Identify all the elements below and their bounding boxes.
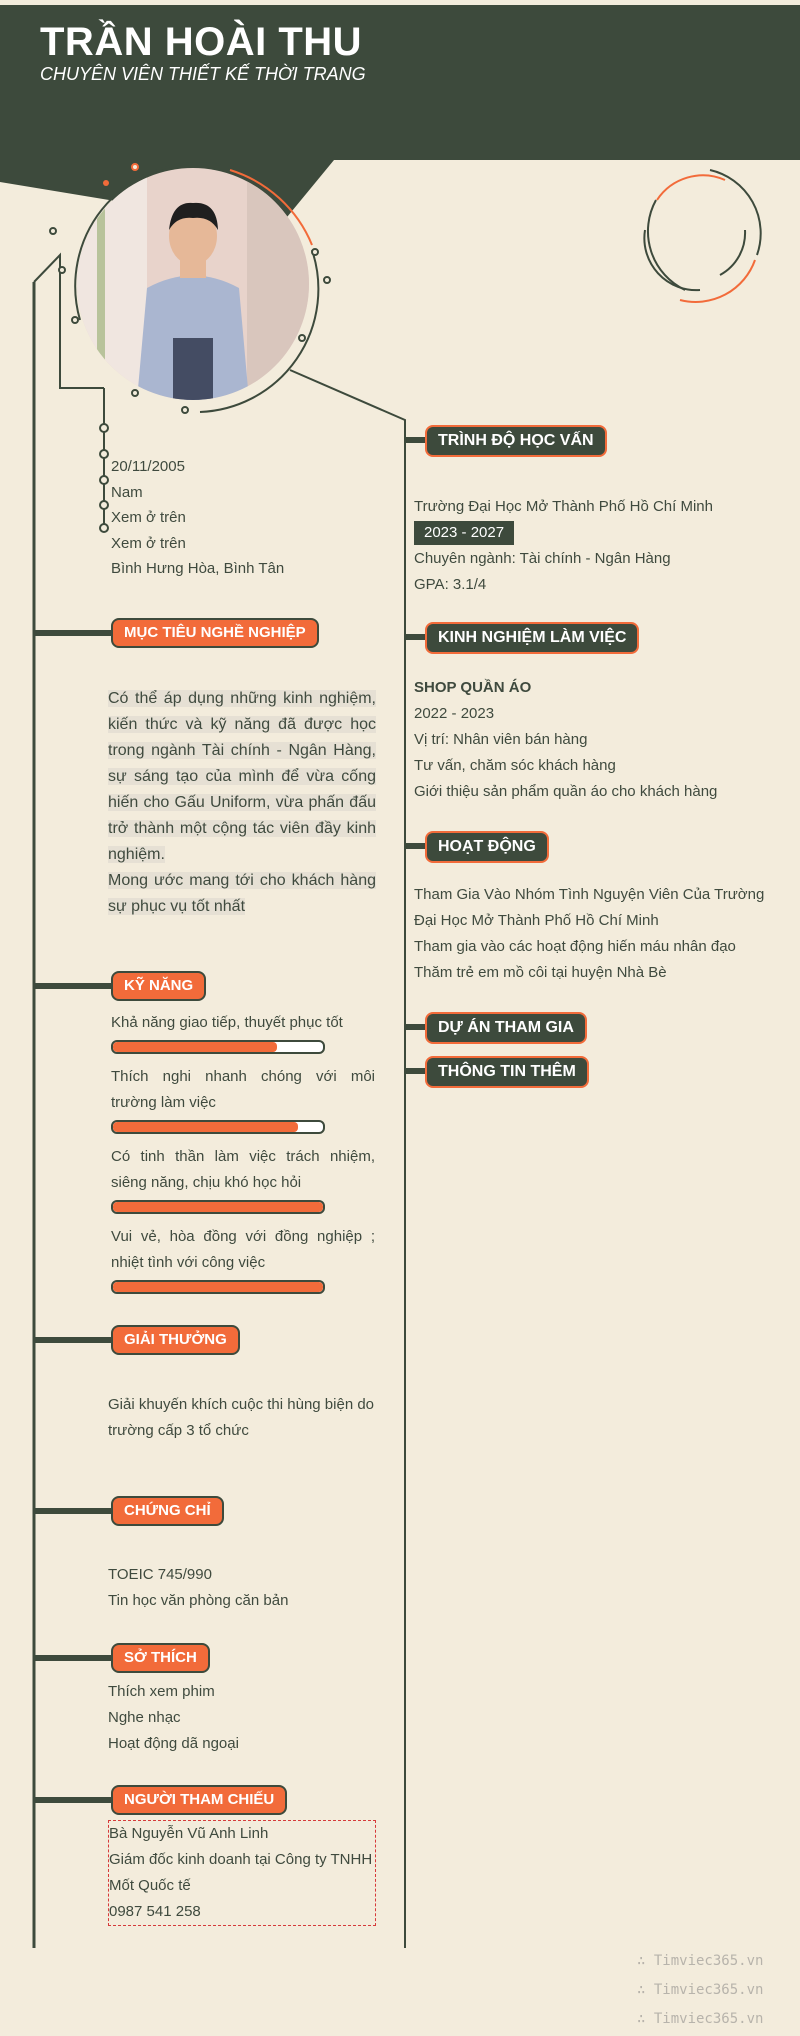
- section-experience-heading: KINH NGHIỆM LÀM VIỆC: [425, 622, 639, 654]
- reference-position: Giám đốc kinh doanh tại Công ty TNHH Mốt Quốc tế: [109, 1851, 373, 1894]
- skill-label: Có tinh thần làm việc trách nhiệm, siêng năng, chịu khó học hỏi: [111, 1148, 375, 1191]
- job-title: CHUYÊN VIÊN THIẾT KẾ THỜI TRANG: [40, 64, 366, 84]
- section-certificates-heading: CHỨNG CHỈ: [111, 1496, 224, 1526]
- skill-item: [111, 1224, 375, 1294]
- skill-bar: [111, 1280, 325, 1294]
- watermark: ∴ Timviec365.vn: [637, 1982, 764, 1998]
- experience-years: 2022 - 2023: [414, 705, 495, 722]
- skill-bar: [111, 1200, 325, 1214]
- section-activities-heading: HOẠT ĐỘNG: [425, 831, 549, 863]
- skill-label: Thích nghi nhanh chóng với môi trường làm việc: [111, 1068, 375, 1111]
- experience-duty: Giới thiệu sản phẩm quần áo cho khách hàng: [414, 783, 718, 800]
- education-gpa: GPA: 3.1/4: [414, 576, 487, 593]
- experience-position: Vị trí: Nhân viên bán hàng: [414, 731, 588, 748]
- section-projects-heading: DỰ ÁN THAM GIA: [425, 1012, 587, 1044]
- skill-level: [113, 1042, 277, 1052]
- section-connector: [34, 983, 114, 989]
- personal-info: [111, 454, 284, 582]
- reference-box: [108, 1820, 376, 1926]
- career-objective: [108, 686, 376, 920]
- birthday: 20/11/2005: [111, 458, 185, 475]
- skill-label: Vui vẻ, hòa đồng với đồng nghiệp ; nhiệt tình với công việc: [111, 1228, 375, 1271]
- awards-list: [108, 1392, 374, 1444]
- section-awards-heading: GIẢI THƯỞNG: [111, 1325, 240, 1355]
- skill-item: [111, 1064, 375, 1134]
- company-name: SHOP QUẦN ÁO: [414, 679, 532, 696]
- hobbies-list: [108, 1679, 239, 1757]
- section-objective-heading: MỤC TIÊU NGHỀ NGHIỆP: [111, 618, 319, 648]
- watermark: ∴ Timviec365.vn: [637, 2011, 764, 2027]
- candidate-name: TRẦN HOÀI THU: [40, 20, 363, 64]
- section-connector: [34, 1337, 114, 1343]
- hobby-item: Hoạt động dã ngoại: [108, 1735, 239, 1752]
- skill-bar: [111, 1120, 325, 1134]
- section-connector: [34, 630, 114, 636]
- skill-item: [111, 1144, 375, 1214]
- activity-item: Tham gia vào các hoạt động hiến máu nhân đạo: [414, 938, 736, 955]
- skills-list: [111, 1010, 375, 1304]
- section-skills-heading: KỸ NĂNG: [111, 971, 206, 1001]
- activities-block: [414, 882, 784, 986]
- school-name: Trường Đại Học Mở Thành Phố Hồ Chí Minh: [414, 498, 713, 515]
- activity-item: Tham Gia Vào Nhóm Tình Nguyện Viên Của Trường Đại Học Mở Thành Phố Hồ Chí Minh: [414, 886, 765, 929]
- hobby-item: Thích xem phim: [108, 1683, 215, 1700]
- phone: Xem ở trên: [111, 509, 186, 526]
- education-years: 2023 - 2027: [414, 521, 514, 545]
- objective-text-1: Có thể áp dụng những kinh nghiệm, kiến thức và kỹ năng đã được học trong ngành Tài chính - Ngân Hàng, sự sáng tạo của mình để vừa cống hiến cho Gấu Uniform, vừa phấn đấu trở thành một cộng tác viên đầy kinh nghiệm.: [108, 690, 376, 863]
- skill-label: Khả năng giao tiếp, thuyết phục tốt: [111, 1014, 343, 1031]
- hobby-item: Nghe nhạc: [108, 1709, 181, 1726]
- email: Xem ở trên: [111, 534, 186, 552]
- address: Bình Hưng Hòa, Bình Tân: [111, 560, 285, 577]
- skill-bar: [111, 1040, 325, 1054]
- experience-block: [414, 675, 784, 805]
- skill-item: [111, 1010, 375, 1054]
- activity-item: Thăm trẻ em mồ côi tại huyện Nhà Bè: [414, 964, 667, 981]
- skill-level: [113, 1122, 298, 1132]
- gender: Nam: [111, 483, 143, 501]
- section-education-heading: TRÌNH ĐỘ HỌC VẤN: [425, 425, 607, 457]
- certificate-item: Tin học văn phòng căn bản: [108, 1592, 289, 1609]
- award-item: Giải khuyến khích cuộc thi hùng biện do trường cấp 3 tổ chức: [108, 1396, 375, 1439]
- certificate-item: TOEIC 745/990: [108, 1566, 212, 1583]
- experience-duty: Tư vấn, chăm sóc khách hàng: [414, 757, 616, 774]
- education-block: [414, 494, 784, 598]
- section-references-heading: NGƯỜI THAM CHIẾU: [111, 1785, 287, 1815]
- watermark: ∴ Timviec365.vn: [637, 1953, 764, 1969]
- section-connector: [34, 1655, 114, 1661]
- certificates-list: [108, 1562, 288, 1614]
- education-major: Chuyên ngành: Tài chính - Ngân Hàng: [414, 550, 671, 567]
- reference-phone: 0987 541 258: [109, 1903, 201, 1920]
- objective-text-2: Mong ước mang tới cho khách hàng sự phục vụ tốt nhất: [108, 872, 376, 915]
- section-more-info-heading: THÔNG TIN THÊM: [425, 1056, 589, 1088]
- skill-level: [113, 1282, 323, 1292]
- profile-photo: [77, 168, 309, 400]
- section-connector: [34, 1797, 114, 1803]
- reference-name: Bà Nguyễn Vũ Anh Linh: [109, 1825, 269, 1842]
- section-connector: [34, 1508, 114, 1514]
- section-hobbies-heading: SỞ THÍCH: [111, 1643, 210, 1673]
- skill-level: [113, 1202, 323, 1212]
